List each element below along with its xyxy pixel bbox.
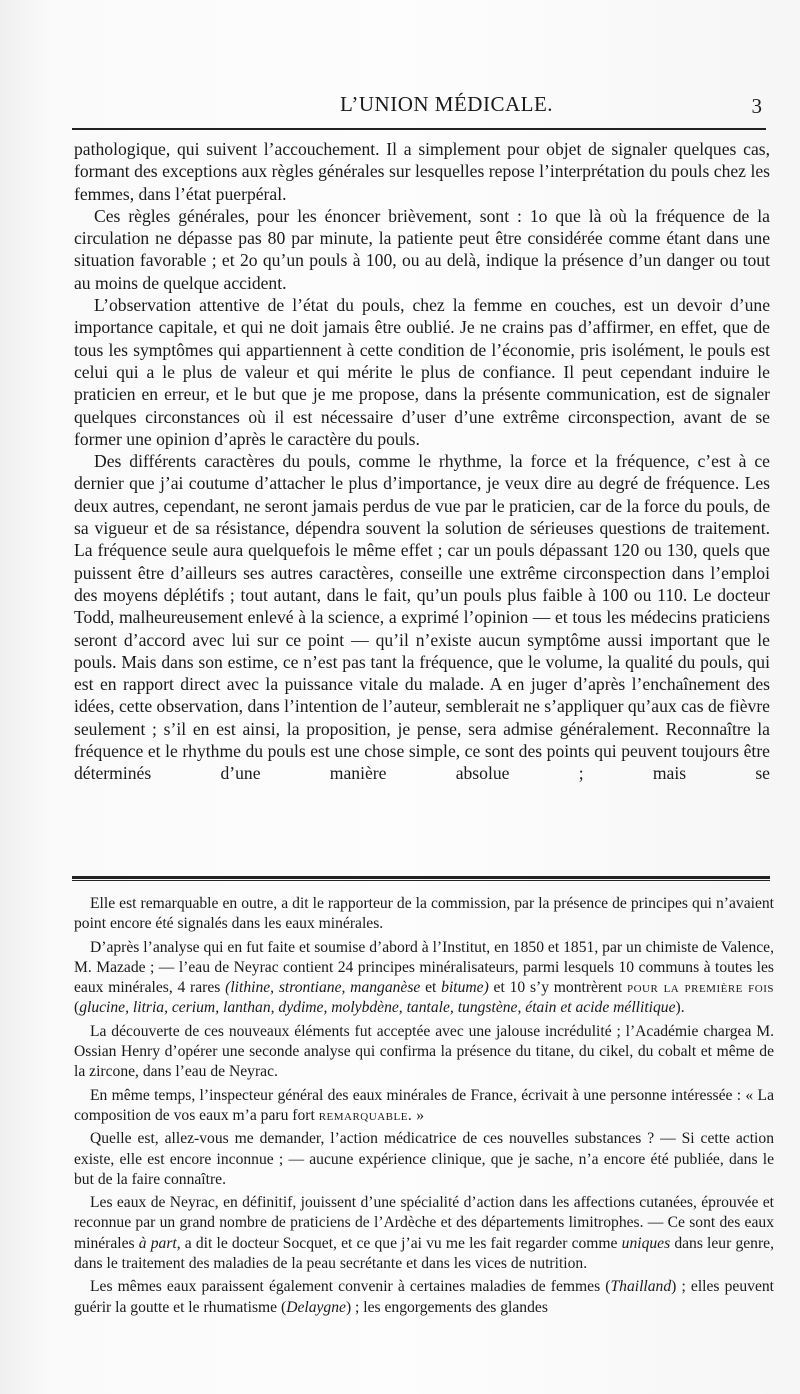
note-italic: Thailland (610, 1278, 672, 1296)
page-header (60, 88, 770, 122)
note-text: Les eaux de Neyrac, en définitif, jouissent d’une spécialité d’action dans les affections cutanées, éprouvée et reconnue par un grand nombre de praticiens de l’Ardèche et des départements limitrophes. — Ce sont des eaux minérales (74, 1194, 774, 1252)
running-title: L’UNION MÉDICALE. (340, 92, 554, 116)
note-paragraph-3: La découverte de ces nouveaux éléments fut acceptée avec une jalouse incrédulité ; l’Académie chargea M. Ossian Henry d’opérer une seconde analyse qui confirma la présence du titane, du cikel, du cobalt et même de la zircone, dans l’eau de Neyrac. (74, 1022, 774, 1081)
note-text: ( (74, 999, 80, 1017)
page-number: 3 (751, 94, 762, 118)
note-italic: glucine, litria, cerium, lanthan, dydime, molybdène, tantale, tungstène, étain et acide méllitique (79, 999, 676, 1017)
note-italic: (lithine, strontiane, manganèse (225, 979, 421, 997)
note-smallcaps: pour la première fois (626, 979, 775, 997)
note-smallcaps: remarquable. (318, 1106, 413, 1124)
note-text: ) ; elles peuvent guérir la goutte et le rhumatisme ( (74, 1278, 774, 1316)
note-italic: uniques (621, 1234, 671, 1252)
note-text: dans leur genre, dans le traitement des maladies de la peau secrétante et dans les vices de nutrition. (74, 1234, 774, 1273)
main-paragraph-4: Des différents caractères du pouls, comme le rhythme, la force et la fréquence, c’est à ce dernier que j’ai coutume d’attacher le plus d’importance, je veux dire au degré de fréquence. Les deux autres, cependant, ne seront jamais perdus de vue par le praticien, car de la force du pouls, de sa vigueur et de sa résistance, dépendra souvent la solution de sérieuses questions de traitement. La fréquence seule aura quelquefois le même effet ; car un pouls dépassant 120 ou 130, quels que puissent être d’ailleurs ses autres caractères, conseille une extrême circonspection dans l’emploi des moyens déplétifs ; tout autant, dans le fait, qu’un pouls plus faible à 100 ou 110. Le docteur Todd, malheureusement enlevé à la science, a exprimé l’opinion — et tous les médecins praticiens seront d’accord avec lui sur ce point — qu’il n’existe aucun symptôme aussi important que le pouls. Mais dans son estime, ce n’est pas tant la fréquence, que le volume, la qualité du pouls, qui est en rapport direct avec la puissance vitale du malade. A en juger d’après l’enchaînement des idées, cette observation, dans l’intention de l’auteur, semblerait ne s’appliquer qu’aux cas de fièvre seulement ; s’il en est ainsi, la proposition, je pense, sera admise généralement. Reconnaître la fréquence et le rhythme du pouls est une chose simple, ce sont des points qui peuvent toujours être déterminés d’une manière absolue ; mais se (74, 451, 770, 784)
note-text: et (420, 979, 442, 997)
main-paragraph-3: L’observation attentive de l’état du pouls, chez la femme en couches, est un devoir d’une importance capitale, et qui ne doit jamais être oublié. Je ne crains pas d’affirmer, en effet, que de tous les symptômes qui appartiennent à cette condition de l’économie, pris isolément, le pouls est celui qui a le plus de valeur et qui mérite le plus de confiance. Il peut cependant induire le praticien en erreur, et le but que je me propose, dans la présente communication, est de signaler quelques circonstances où il est nécessaire d’user d’une extrême circonspection, avant de se former une opinion d’après le caractère du pouls. (74, 295, 770, 449)
main-paragraph-1: pathologique, qui suivent l’accouchement. Il a simplement pour objet de signaler quelques cas, formant des exceptions aux règles générales sur lesquelles repose l’interprétation du pouls chez les femmes, dans l’état puerpéral. (74, 139, 770, 204)
note-text: ) ; les engorgements des glandes (345, 1298, 548, 1316)
note-paragraph-4 (74, 1086, 774, 1127)
note-paragraph-1: Elle est remarquable en outre, a dit le rapporteur de la commission, par la présence de principes qui n’avaient point encore été signalés dans les eaux minérales. (74, 895, 774, 933)
note-paragraph-6 (74, 1193, 774, 1274)
note-text: et 10 s’y montrèrent (488, 979, 627, 997)
note-text: » (412, 1106, 425, 1124)
main-text (74, 138, 770, 785)
note-italic: bitume) (441, 979, 489, 997)
note-text: D’après l’analyse qui en fut faite et soumise d’abord à l’Institut, en 1850 et 1851, par un chimiste de Valence, M. Mazade ; — l’eau de Neyrac contient 24 principes minéralisateurs, parmi lesquels 10 communs à toutes les eaux minérales, 4 rares (74, 938, 774, 997)
header-rule (72, 128, 766, 130)
note-italic: à part (138, 1234, 177, 1252)
note-text: , a dit le docteur Socquet, et ce que j’ai vu me les fait regarder comme (176, 1234, 622, 1252)
note-text: Les mêmes eaux paraissent également convenir à certaines maladies de femmes ( (90, 1278, 611, 1296)
footnote-separator (72, 876, 770, 881)
footnote-text (74, 894, 774, 1321)
note-paragraph-5: Quelle est, allez-vous me demander, l’action médicatrice de ces nouvelles substances ? — Si cette action existe, elle est encore inconnue ; — aucune expérience clinique, que je sache, n’a encore été publiée, dans le but de la faire connaître. (74, 1130, 774, 1188)
main-paragraph-2: Ces règles générales, pour les énoncer brièvement, sont : 1o que là où la fréquence de la circulation ne dépasse pas 80 par minute, la patiente peut être considérée comme étant dans une situation favorable ; et 2o qu’un pouls à 100, ou au delà, indique la présence d’un danger ou tout au moins de quelque accident. (74, 205, 770, 293)
note-italic: Delaygne (286, 1298, 346, 1316)
note-paragraph-2 (74, 938, 774, 1019)
note-text: En même temps, l’inspecteur général des eaux minérales de France, écrivait à une personne intéressée : « La composition de vos eaux m’a paru fort (74, 1086, 774, 1124)
note-paragraph-7 (74, 1277, 774, 1318)
note-text: ). (675, 999, 685, 1017)
